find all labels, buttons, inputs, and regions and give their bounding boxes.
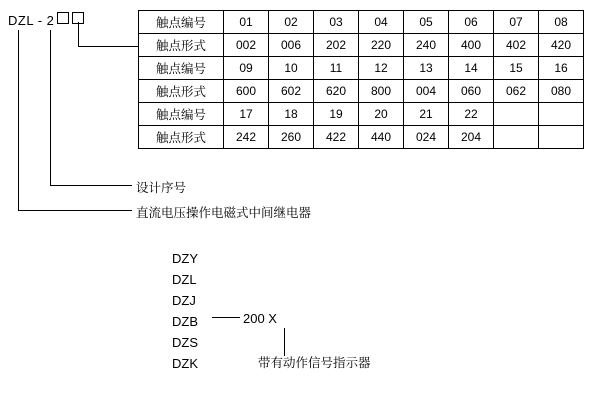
table-cell: 242: [224, 126, 269, 149]
table-cell: [539, 126, 584, 149]
leader-line-indicator-vertical: [284, 328, 285, 356]
row-label: 触点编号: [139, 57, 224, 80]
model-code-prefix: DZL - 2: [8, 13, 55, 28]
table-cell: 20: [359, 103, 404, 126]
list-item: DZK: [172, 356, 198, 371]
callout-design-serial: 设计序号: [136, 181, 187, 195]
table-cell: [494, 103, 539, 126]
table-cell: 800: [359, 80, 404, 103]
leader-line-relay-vertical: [18, 30, 19, 210]
table-cell: 10: [269, 57, 314, 80]
table-cell: 024: [404, 126, 449, 149]
table-cell: 18: [269, 103, 314, 126]
table-cell: 08: [539, 11, 584, 34]
table-cell: 03: [314, 11, 359, 34]
table-cell: 006: [269, 34, 314, 57]
table-cell: 14: [449, 57, 494, 80]
list-item: DZJ: [172, 293, 196, 308]
table-cell: 602: [269, 80, 314, 103]
table-cell: 05: [404, 11, 449, 34]
table-cell: 16: [539, 57, 584, 80]
row-label: 触点编号: [139, 103, 224, 126]
table-cell: 01: [224, 11, 269, 34]
list-item: DZL: [172, 272, 197, 287]
series-list: [172, 248, 198, 374]
table-cell: 004: [404, 80, 449, 103]
leader-line-design-vertical: [50, 30, 51, 185]
table-cell: 002: [224, 34, 269, 57]
table-cell: 420: [539, 34, 584, 57]
list-item: DZS: [172, 335, 198, 350]
table-cell: 204: [449, 126, 494, 149]
table-cell: 02: [269, 11, 314, 34]
table-cell: 260: [269, 126, 314, 149]
table-cell: 11: [314, 57, 359, 80]
table-cell: 422: [314, 126, 359, 149]
leader-line-contacts-vertical: [78, 22, 79, 46]
table-cell: 19: [314, 103, 359, 126]
table-row: [139, 34, 584, 57]
row-label: 触点形式: [139, 34, 224, 57]
table-cell: 09: [224, 57, 269, 80]
table-cell: 400: [449, 34, 494, 57]
indicator-note: 带有动作信号指示器: [258, 356, 371, 370]
contact-table-body: [139, 11, 584, 149]
table-cell: 21: [404, 103, 449, 126]
table-row: [139, 103, 584, 126]
table-row: [139, 11, 584, 34]
contact-table-wrap: [138, 10, 584, 149]
table-cell: 060: [449, 80, 494, 103]
table-cell: 062: [494, 80, 539, 103]
table-cell: 620: [314, 80, 359, 103]
table-cell: 12: [359, 57, 404, 80]
table-cell: 402: [494, 34, 539, 57]
table-cell: 07: [494, 11, 539, 34]
table-cell: [494, 126, 539, 149]
table-row: [139, 80, 584, 103]
table-row: [139, 57, 584, 80]
table-cell: 220: [359, 34, 404, 57]
table-cell: 06: [449, 11, 494, 34]
model-code-box-1: [57, 12, 69, 24]
leader-line-contacts-horizontal: [78, 46, 138, 47]
leader-line-relay-horizontal: [18, 210, 132, 211]
table-cell: 080: [539, 80, 584, 103]
series-code: 200 X: [243, 311, 277, 326]
table-cell: 04: [359, 11, 404, 34]
contact-table: [138, 10, 584, 149]
table-cell: [539, 103, 584, 126]
row-label: 触点形式: [139, 126, 224, 149]
table-cell: 440: [359, 126, 404, 149]
row-label: 触点形式: [139, 80, 224, 103]
leader-line-series-code: [212, 317, 240, 318]
table-row: [139, 126, 584, 149]
list-item: DZB: [172, 314, 198, 329]
table-cell: 13: [404, 57, 449, 80]
model-code: [8, 12, 84, 28]
callout-relay-description: 直流电压操作电磁式中间继电器: [136, 206, 312, 220]
table-cell: 240: [404, 34, 449, 57]
table-cell: 202: [314, 34, 359, 57]
leader-line-design-horizontal: [50, 185, 132, 186]
list-item: DZY: [172, 251, 198, 266]
row-label: 触点编号: [139, 11, 224, 34]
table-cell: 600: [224, 80, 269, 103]
table-cell: 17: [224, 103, 269, 126]
table-cell: 22: [449, 103, 494, 126]
table-cell: 15: [494, 57, 539, 80]
